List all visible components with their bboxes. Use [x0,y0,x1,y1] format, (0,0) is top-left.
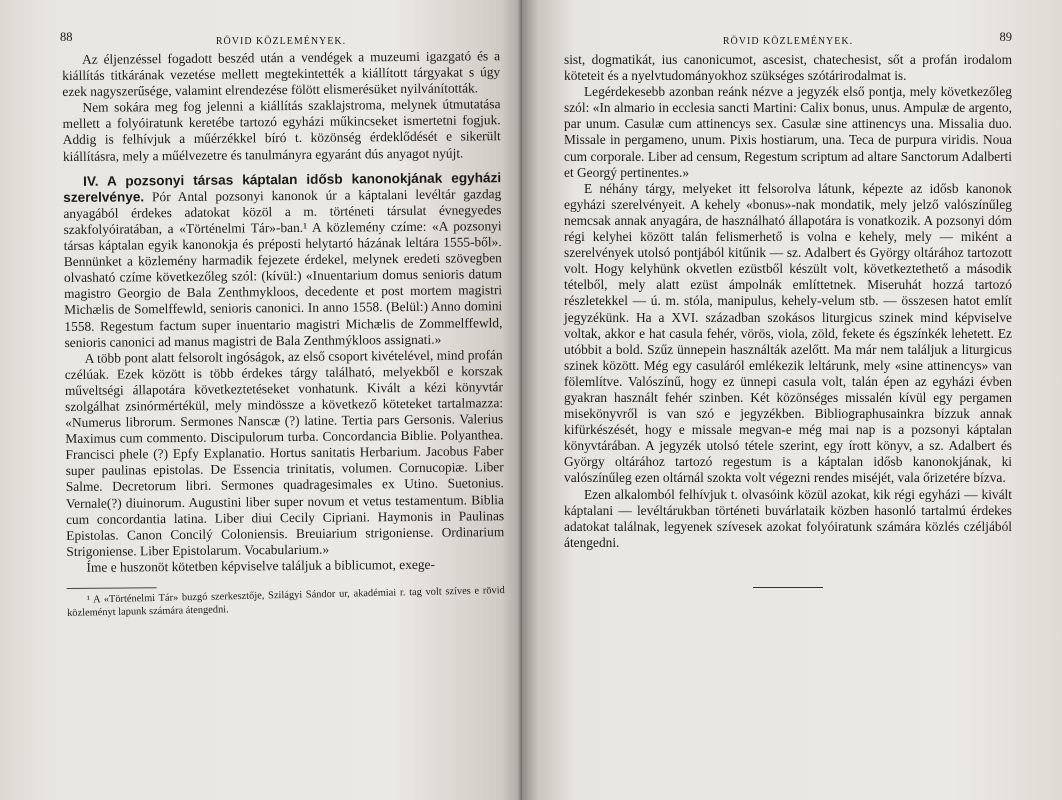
section-paragraph [63,170,503,351]
paragraph: Nem sokára meg fog jelenni a kiállítás szaklajstroma, melynek útmutatása mellett a folyóiratunk keretébe tartozó egyházi műkincseket ismertetni fogjuk. Addig is felhívjuk a műérzékkel bíró t. közönség érdeklődését e sikerült kiállításra, mely a műélvezetre és tanulmányra egyaránt dús anyagot nyújt. [62,96,501,164]
page-number: 89 [999,30,1012,44]
footnote-divider [67,587,157,589]
paragraph: Legérdekesebb azonban reánk nézve a jegyzék első pontja, mely következőleg szól: «In almario in ecclesia sancti Martini: Calix bonus, unus. Ampulæ de argento, par unum. Casulæ cum attinencys sex. Casulæ sine attinencys una. Missalia duo. Missale in pergameno, unum. Pixis hostiarum, una. Teca de purpura viridis. Noua cum corporale. Liber ad censum, Regestum scriptum ad altare Sanctorum Adalberti et Georgý pertinentes.» [564,84,1012,180]
paragraph: Az éljenzéssel fogadott beszéd után a vendégek a muzeumi igazgató és a kiállítás titkárának vezetése mellett megtekintették a kiállított tárgyakat s úgy ezek nagyszerűsége, valamint elrendezése fölött elismerésüket nyilvánították. [62,48,501,100]
left-body-text [62,48,505,620]
right-body-text [564,52,1012,588]
right-page [522,0,1062,800]
section-heading: IV. A pozsonyi társas káptalan idősb kanonokjának egyházi szerelvénye. [63,169,502,205]
running-head-title: RÖVID KÖZLEMÉNYEK. [722,36,854,47]
paragraph: E néhány tárgy, melyeket itt felsorolva látunk, képezte az idősb kanonok egyházi szerelvényeit. A kehely «bonus»-nak mondatik, mely jelző valószínűleg nemcsak annak anyagára, de használható állapotára is vonatkozik. A pozsonyi dóm régi kelyhei között talán felismerhető is volna e kehely, mely — miként a szerelvények utolsó pontjából kitűnik — sz. Adalbert és György oltárához tartozott volt. Hogy kelyhünk okvetlen ezüstből készült volt, következtethető a második tételből, mely alatt ezüst ámpolnák említtetnek. Miseruhát hozzá tartozó részletekkel — ú. m. stóla, manipulus, kehely-velum stb. — összesen hatot említ jegyzékünk. Ha a XVI. században szokásos liturgicus szinek mind képviselve voltak, akkor e hat casula fehér, vörös, viola, zöld, fekete és égszínkék lehetett. Ez utóbbit a bold. Szűz ünnepein használták azelőtt. Ma már nem találjuk a liturgicus szinek között. Még egy casuláról emlékezik leltárunk, mely «sine attinencys» van fölemlítve. Valószínű, hogy ez ünnepi casula volt, talán épen az egyházi évben gyakran használt fehér szinben. Két közönséges missalén kívül egy pergamen misekönyvről is van szó e jegyzékben. Bibliographusainkra bízzuk annak kifürkészését, hogy e missale megvan-e még mai nap is a pozsonyi káptalan könyvtárában. A jegyzék utolsó tétele szerint, egy írott könyv, a sz. Adalbert és György oltárához tartozó regestum is a káptalan idősb kanonokjának, ki valószínűleg ezen oltárnál szokta volt végezni rendes miséjét, vala őrizetére bízva. [564,180,1012,486]
footnote-text: ¹ A «Történelmi Tár» buzgó szerkesztője, Szilágyi Sándor ur, akadémiai r. tag volt szíves e rövid közleményt lapunk számára átengedni. [67,585,505,619]
running-head-title: RÖVID KÖZLEMÉNYEK. [215,36,347,47]
left-page [0,0,522,800]
paragraph: Ezen alkalomból felhívjuk t. olvasóink közül azokat, kik régi egyházi — kivált káptalani — levéltárukban történeti buvárlataik közben hasonló tartalmú érdekes adatokat találnak, legyenek szívesek azokat folyóiratunk számára közlés czéljából átengedni. [564,486,1012,550]
paragraph: sist, dogmatikát, ius canonicumot, ascesist, chatechesist, sőt a profán irodalom köteteit és a nyelvtudományokhoz szükséges szótárirodalmat is. [564,52,1012,84]
paragraph: Íme e huszonöt kötetben képviselve találjuk a biblicumot, exege- [86,556,435,575]
footnote [67,584,505,620]
right-running-head [564,30,1012,52]
page-number: 88 [60,30,73,44]
paragraph: A több pont alatt felsorolt ingóságok, az első csoport kivételével, mind profán czélúak. Ezek között is több érdekes tárgy található, melyekből e korszak műveltségi állapotára következtetéseket vonhatunk. Kivált a kézi könyvtár szolgálhat zsinórmértékül, mely mindössze a következő köteteket tartalmazza: «Numerus librorum. Sermones Nanscæ (?) latine. Tertia pars Gersonis. Valerius Maximus cum commento. Discipulorum turba. Concordancia Biblie. Polyanthea. Francisci phele (?) Epfy Explanatio. Hortus sanitatis Herbarium. Jacobus Faber super paulinas epistolas. De Essencia trinitatis, volumen. Cornucopiæ. Liber Salme. Decretorum libri. Sermones quadragesimales ex Utino. Suetonius. Vernale(?) diuinorum. Augustini liber super novum et vetus testamentum. Biblia cum concordantia latina. Liber diui Cecily Cipriani. Haymonis in Paulinas Epistolas. Canon Concilý Coloniensis. Breuiarium strigoniense. Ordinarium Strigoniense. Liber Epistolarum. Vocabularium.» [64,346,505,559]
end-divider [753,587,823,588]
section-text: Pór Antal pozsonyi kanonok úr a káptalani levéltár gazdag anyagából érdekes adatokat közöl a m. történeti társulat évnegyedes szakfolyóiratában, a «Történelmi Tár»-ban.¹ A közlemény czíme: «A pozsonyi társas káptalan egyik kanonokja és préposti helytartó házának leltára 1555-ből». Bennünket a közlemény harmadik fejezete érdekel, melynek eredeti szövegben olvasható czíme következőleg szól: (kívül:) «Inuentarium domus senioris datum magistro Georgio de Bala Zenthmykloos, decedente et post mortem magistri Michælis de Somelffewld, senioris canonici. In anno 1558. (Belül:) Anno domini 1558. Regestum factum super inuentario magistri Michælis de Zommelffewld, senioris canonici ad manus magistri de Bala Zenthmýkloos assignati.» [63,185,503,350]
